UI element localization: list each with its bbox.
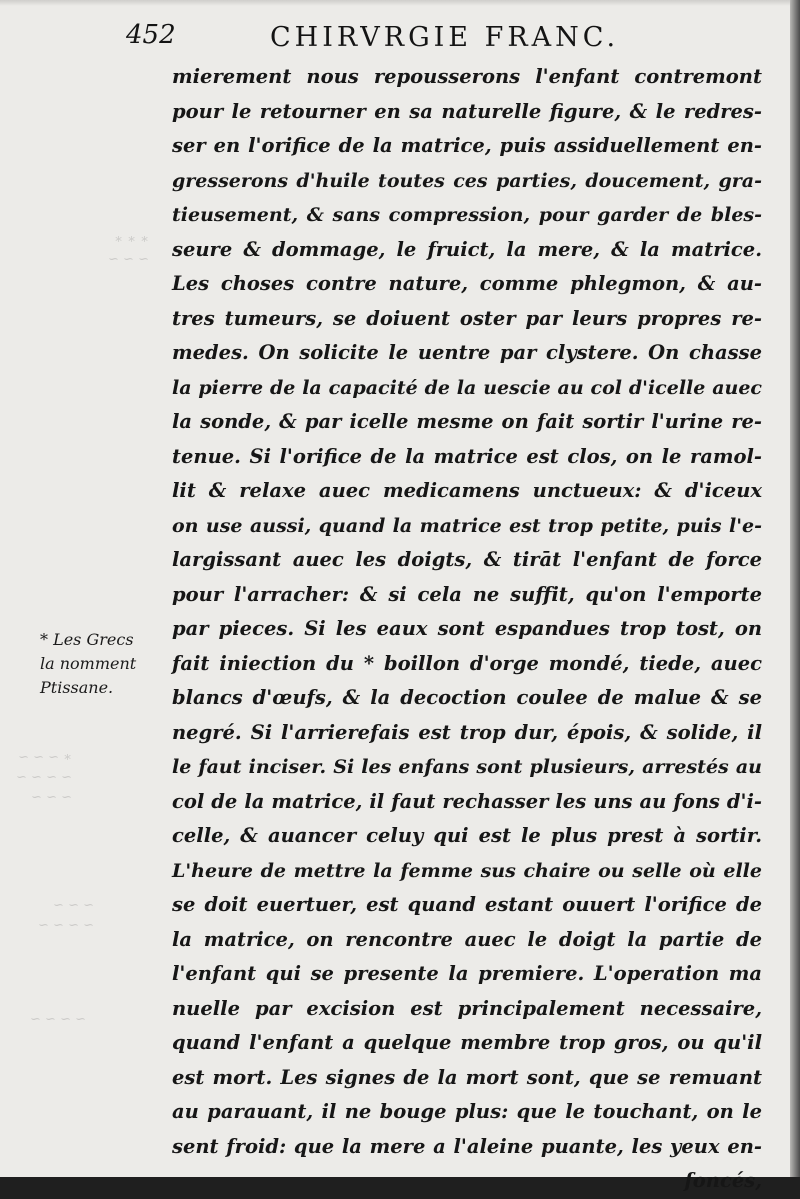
running-head: CHIRVRGIE FRANC. [270,22,620,53]
page-header [0,18,800,58]
text-line: fait iniection du * boillon d'orge mondé, tiede, auec [172,651,762,675]
text-line: celle, & auancer celuy qui est le plus prest à sortir. [172,824,762,847]
text-line: quand l'enfant a quelque membre trop gros, ou qu'il [172,1031,762,1054]
text-line: seure & dommage, le fruict, la mere, & la matrice. [172,237,762,261]
text-line: on use aussi, quand la matrice est trop petite, puis l'e- [172,514,762,537]
show-through-bleed: ∗ ∗ ∗ ~ ~ ~ [108,232,149,267]
show-through-bleed: ~ ~ ~ ~ [30,1012,86,1027]
text-line: la sonde, & par icelle mesme on fait sortir l'urine re- [172,410,762,433]
show-through-bleed: ∗ ~ ~ ~ ~ ~ ~ ~ ~ ~ ~ [16,750,72,805]
text-line: au parauant, il ne bouge plus: que le touchant, on le [172,1100,762,1123]
text-line: par pieces. Si les eaux sont espandues trop tost, on [172,617,762,640]
text-line: Les choses contre nature, comme phlegmon, & au- [172,272,762,295]
text-line: sent froid: que la mere a l'aleine puante, les yeux en- [172,1134,762,1158]
marginal-note [40,628,170,700]
page-top-edge [0,0,800,6]
marginal-note-line: la nomment [40,654,137,673]
text-line: la pierre de la capacité de la uescie au col d'icelle auec [172,376,762,399]
page-right-edge [790,0,800,1177]
marginal-note-line: Ptissane. [40,678,114,697]
text-line: la matrice, on rencontre auec le doigt la partie de [172,927,762,951]
text-line: L'heure de mettre la femme sus chaire ou selle où elle [172,859,762,882]
text-line: blancs d'œufs, & la decoction coulee de malue & se [172,686,762,709]
text-line: mierement nous repousserons l'enfant contremont [172,65,762,88]
text-line: tieusement, & sans compression, pour garder de bles- [172,204,762,226]
text-line: tres tumeurs, se doiuent oster par leurs propres re- [172,306,762,330]
text-line: lit & relaxe auec medicamens unctueux: & d'iceux [172,479,762,502]
text-line: le faut inciser. Si les enfans sont plusieurs, arrestés au [172,756,762,778]
text-line: pour l'arracher: & si cela ne suffit, qu'on l'emporte [172,582,762,606]
text-line: nuelle par excision est principalement necessaire, [172,996,762,1020]
text-line: negré. Si l'arrierefais est trop dur, épois, & solide, il [172,720,762,744]
page-number: 452 [126,20,176,50]
text-line: pour le retourner en sa naturelle figure, & le redres- [172,99,762,123]
text-line: l'enfant qui se presente la premiere. L'operation ma [172,962,762,985]
text-line: tenue. Si l'orifice de la matrice est clos, on le ramol- [172,444,762,468]
text-line: largissant auec les doigts, & tirāt l'enfant de force [172,548,762,571]
text-line: foncés, [684,1169,762,1192]
text-line: gresserons d'huile toutes ces parties, doucement, gra- [172,169,762,192]
text-line: col de la matrice, il faut rechasser les uns au fons d'i- [172,789,762,813]
text-line: medes. On solicite le uentre par clystere. On chasse [172,341,762,364]
show-through-bleed: ~ ~ ~ ~ ~ ~ ~ [38,898,94,933]
marginal-note-line: * Les Grecs [40,630,134,649]
text-line: se doit euertuer, est quand estant ouuert l'orifice de [172,893,762,916]
text-line: est mort. Les signes de la mort sont, que se remuant [172,1065,762,1089]
text-line: ser en l'orifice de la matrice, puis assiduellement en- [172,134,762,157]
body-text [172,60,762,1199]
